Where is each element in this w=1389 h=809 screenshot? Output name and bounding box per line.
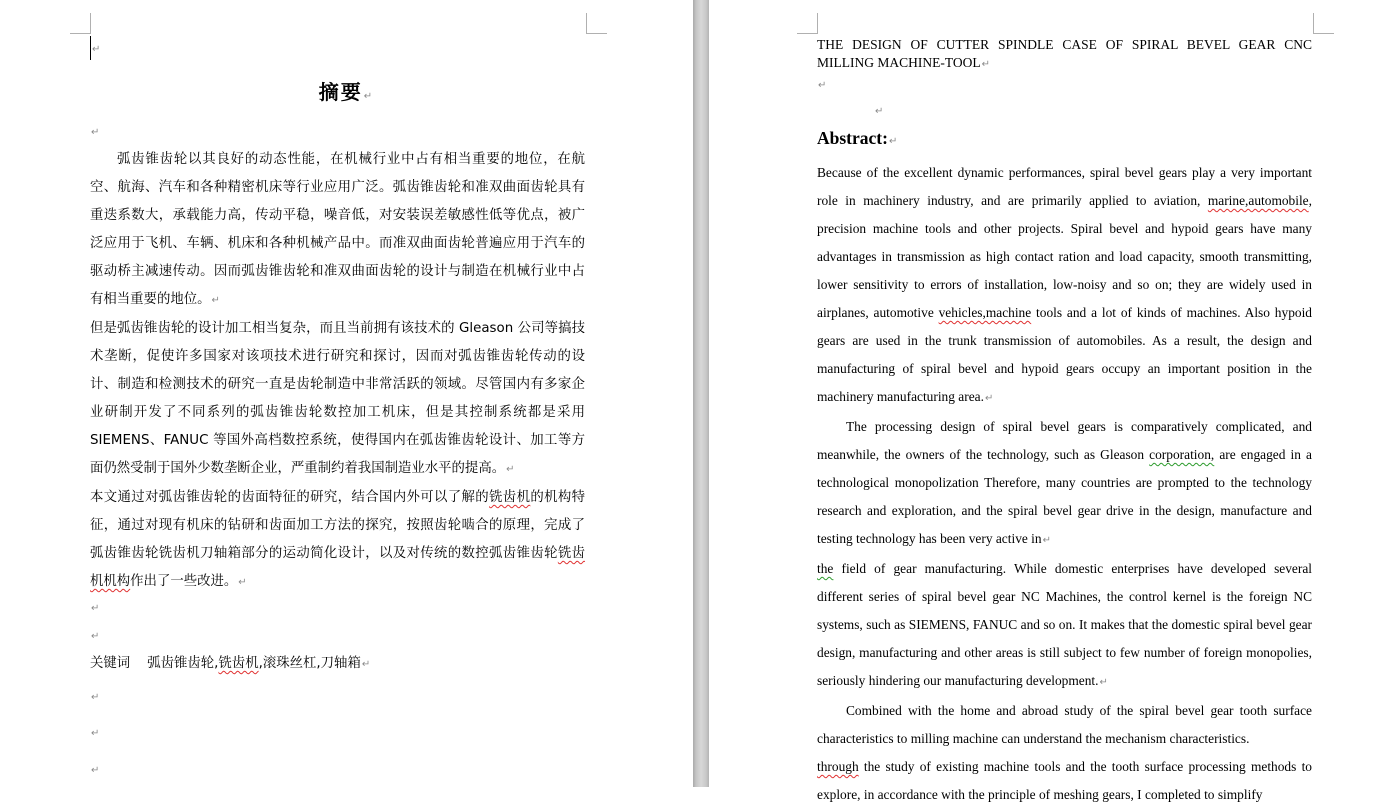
paragraph-mark [91, 728, 99, 740]
chinese-paragraph-3: 本文通过对弧齿锥齿轮的齿面特征的研究，结合国内外可以了解的铣齿机的机构特征，通过对现有机床的钻研和齿面加工方法的探究，按照齿轮啮合的原理，完成了弧齿锥齿轮铣齿机刀轴箱部分的运动简化设计，以及对传统的数控弧齿锥齿轮铣齿机机构作出了一些改进。 ↵ [90, 484, 585, 597]
spellcheck-underline: marine,automobile [1207, 193, 1309, 208]
crop-mark-top-right [1313, 13, 1334, 34]
chinese-paragraph-2: 但是弧齿锥齿轮的设计加工相当复杂，而且当前拥有该技术的 Gleason 公司等搞技术垄断，促使许多国家对该项技术进行研究和探讨，因而对弧齿锥齿轮传动的设计、制造和检测技术的研究一直是齿轮制造中非常活跃的领域。尽管国内有多家企业研制开发了不同系列的弧齿锥齿轮数控加工机床，但是其控制系统都是采用 SIEMENS、FANUC 等国外高档数控系统，使得国内在弧齿锥齿轮设计、加工等方面仍然受制于国外少数垄断企业，严重制约着我国制造业水平的提高。 ↵ [90, 315, 585, 484]
keywords-label: 关键词 [90, 656, 131, 671]
spellcheck-underline: 铣齿机 [218, 656, 259, 671]
paragraph-mark [818, 80, 826, 92]
grammar-underline: corporation, [1149, 447, 1215, 462]
paragraph-mark [91, 603, 99, 615]
paragraph-mark [91, 127, 99, 139]
page-gutter [693, 0, 709, 787]
english-title: THE DESIGN OF CUTTER SPINDLE CASE OF SPIRAL BEVEL GEAR CNC MILLING MACHINE-TOOL ↵ [817, 36, 1312, 74]
page-chinese-abstract[interactable] [0, 0, 693, 787]
spellcheck-underline: through [817, 759, 859, 774]
abstract-heading: Abstract: ↵ [817, 128, 897, 149]
english-abstract-body[interactable] [817, 159, 1312, 809]
chinese-abstract-body[interactable] [90, 146, 585, 597]
english-paragraph-1: Because of the excellent dynamic performances, spiral bevel gears play a very important role in machinery industry, and are primarily applied to aviation, marine,automobile, precision machine tools and other projects. Spiral bevel and hypoid gears have many advantages in transmission as high contact ration and load capacity, smooth transmitting, lower sensitivity to errors of installation, low-noisy and so on; they are widely used in airplanes, automotive vehicles,machine tools and a lot of kinds of machines. Also hypoid gears are used in the trunk transmission of automobiles. As a result, the design and manufacturing of spiral bevel and hypoid gears occupy an important position in the machinery manufacturing area. ↵ [817, 159, 1312, 413]
paragraph-mark [91, 631, 99, 643]
chinese-paragraph-1: 弧齿锥齿轮以其良好的动态性能，在机械行业中占有相当重要的地位，在航空、航海、汽车和各种精密机床等行业应用广泛。弧齿锥齿轮和准双曲面齿轮具有重迭系数大，承载能力高，传动平稳，噪音低，对安装误差敏感性低等优点，被广泛应用于飞机、车辆、机床和各种机械产品中。而准双曲面齿轮普遍应用于汽车的驱动桥主减速传动。因而弧齿锥齿轮和准双曲面齿轮的设计与制造在机械行业中占有相当重要的地位。 ↵ [90, 146, 585, 315]
paragraph-mark [92, 44, 100, 56]
crop-mark-top-left [797, 13, 818, 34]
english-paragraph-3: the field of gear manufacturing. While domestic enterprises have developed several different series of spiral bevel gear NC Machines, the control kernel is the foreign NC systems, such as SIEMENS, FANUC and so on. It makes that the domestic spiral bevel gear design, manufacturing and other areas is still subject to few number of foreign monopolies, seriously hindering our manufacturing development. ↵ [817, 555, 1312, 697]
spellcheck-underline: vehicles,machine [938, 305, 1032, 320]
paragraph-mark [91, 765, 99, 777]
english-paragraph-5: through the study of existing machine tools and the tooth surface processing methods to explore, in accordance with the principle of meshing gears, I completed to simplify [817, 759, 1312, 802]
keywords-line: 关键词 弧齿锥齿轮,铣齿机,滚珠丝杠,刀轴箱 ↵ [90, 652, 370, 677]
english-paragraph-2: The processing design of spiral bevel gears is comparatively complicated, and meanwhile, the owners of the technology, such as Gleason corporation, are engaged in a technological monopolization Therefore, many countries are prompted to the technology research and exploration, and the spiral bevel gear drive in the design, manufacture and testing technology has been very active in ↵ [817, 413, 1312, 555]
spellcheck-underline: 铣齿机 [489, 490, 531, 505]
crop-mark-top-left [70, 13, 91, 34]
paragraph-mark [875, 106, 883, 118]
crop-mark-top-right [586, 13, 607, 34]
chinese-abstract-title: 摘要 ↵ [0, 76, 693, 105]
grammar-underline: the [817, 561, 834, 576]
spellcheck-underline: 铣齿机机构 [90, 546, 586, 589]
paragraph-mark [91, 692, 99, 704]
text-cursor [90, 36, 91, 60]
english-paragraph-4: Combined with the home and abroad study of the spiral bevel gear tooth surface characteristics to milling machine can understand the mechanism characteristics. [817, 703, 1312, 746]
